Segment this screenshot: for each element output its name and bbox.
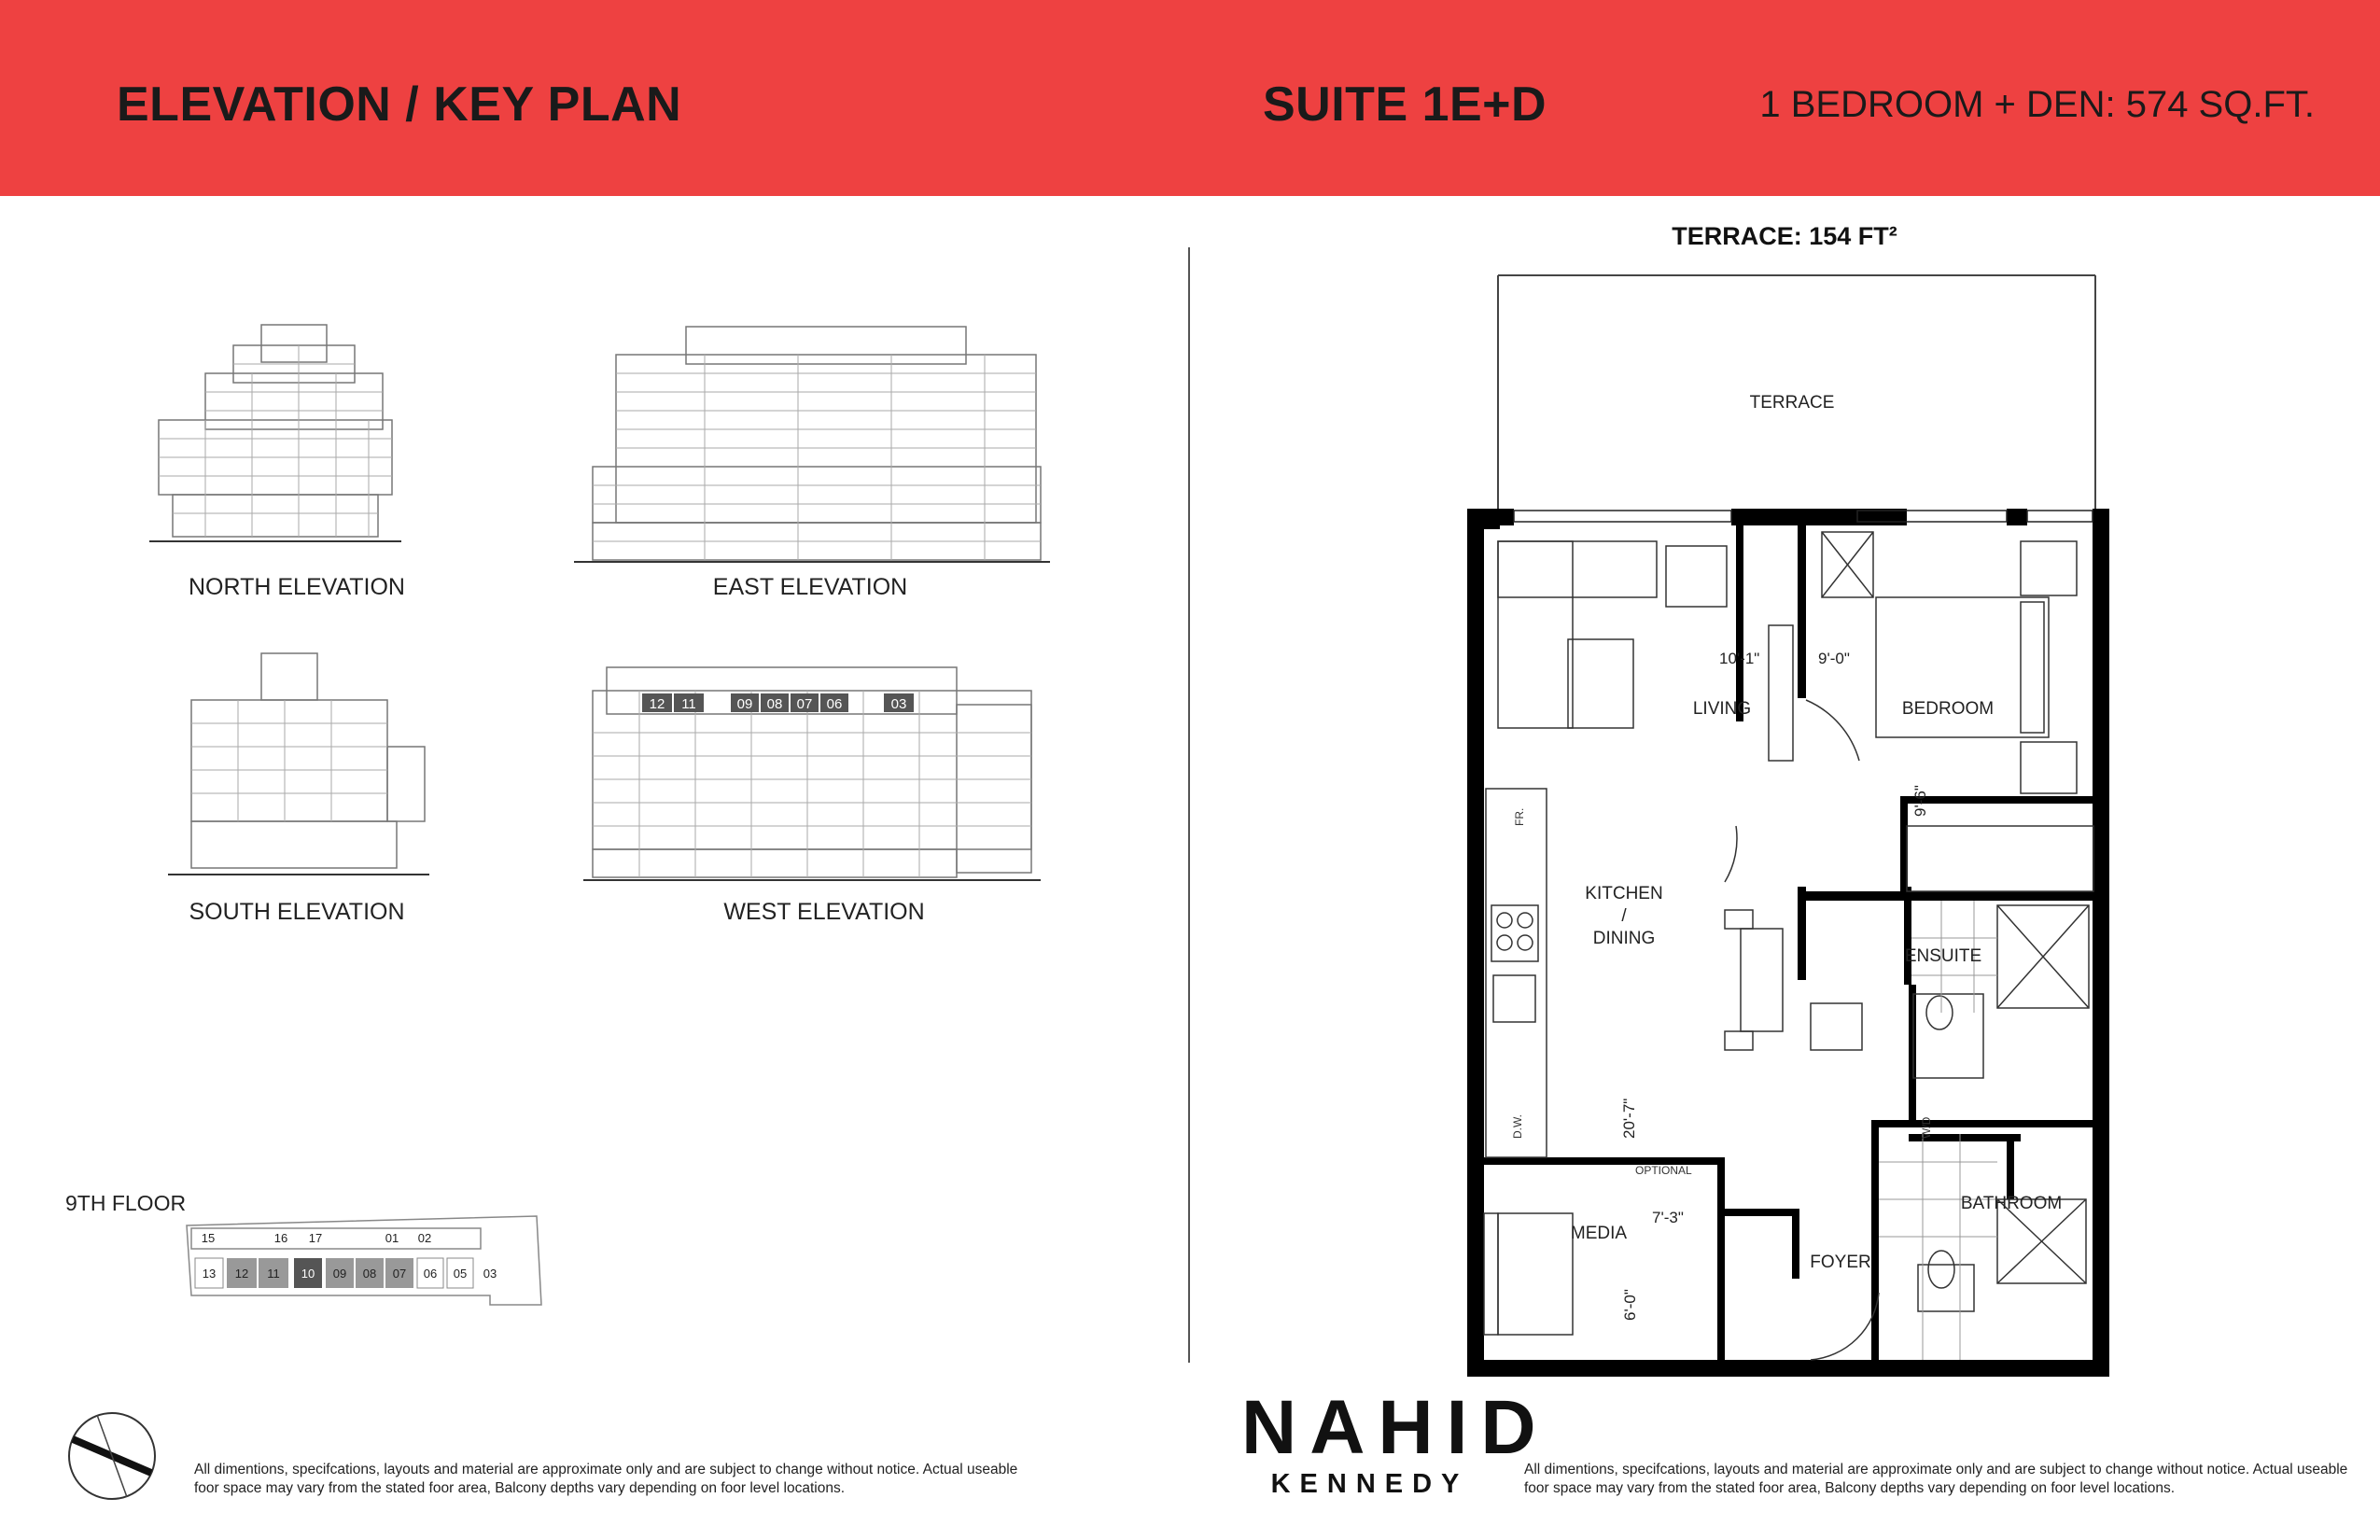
key-unit-13: 13 [202,1267,217,1281]
room-label-bathroom: BATHROOM [1960,1194,2063,1213]
key-unit-10: 10 [301,1267,315,1281]
room-label-kitchen: KITCHEN [1585,884,1663,903]
north-elevation-drawing [149,317,411,551]
disclaimer-right: All dimentions, specifcations, layouts and material are approximate only and are subject to change without notice. Actual useable foor space may vary from the stated foor area, Balcony depths vary depending on foor level locations. [1524,1462,2348,1496]
dim-bedroom-depth: 9'-6" [1911,785,1929,817]
room-label-living: LIVING [1692,699,1752,719]
fixture-dishwasher: D.W. [1511,1114,1524,1139]
key-top-02: 02 [417,1231,432,1245]
fixture-washer-dryer: W/D [1920,1116,1933,1139]
header-bar [0,0,2380,196]
room-label-kitchen-slash: / [1621,906,1627,926]
key-top-15: 15 [201,1231,216,1245]
north-arrow-icon [63,1407,161,1505]
key-unit-06: 06 [423,1267,438,1281]
north-elevation-label: NORTH ELEVATION [189,574,405,600]
logo-sub-text: KENNEDY [1270,1469,1469,1499]
key-unit-09: 09 [332,1267,347,1281]
dim-media-width: 7'-3" [1652,1209,1684,1226]
key-top-17: 17 [308,1231,323,1245]
key-unit-07: 07 [392,1267,407,1281]
logo-main-text: NAHID [1241,1385,1549,1470]
fixture-optional: OPTIONAL [1635,1164,1692,1177]
disclaimer-left: All dimentions, specifcations, layouts and material are approximate only and are subject to change without notice. Actual useable foor space may vary from the stated foor area, Balcony depths vary depending on foor level locations. [194,1462,1018,1496]
dim-kitchen: 20'-7" [1620,1098,1638,1139]
suite-floor-plan [1456,266,2109,1377]
page-divider [1188,247,1190,1363]
west-tag-08: 08 [766,696,783,712]
key-top-16: 16 [273,1231,288,1245]
key-unit-11: 11 [267,1267,280,1281]
dim-media-depth: 6'-0" [1621,1289,1639,1321]
room-label-dining: DINING [1592,929,1656,948]
room-label-bedroom: BEDROOM [1901,699,1995,719]
key-unit-03: 03 [483,1267,497,1281]
east-elevation-drawing [574,317,1055,569]
key-unit-12: 12 [234,1267,249,1281]
west-tag-06: 06 [826,696,843,712]
west-tag-03: 03 [890,696,907,712]
terrace-area-title: TERRACE: 154 FT² [1672,222,1897,250]
west-tag-11: 11 [681,696,696,712]
south-elevation-drawing [168,649,439,882]
west-tag-09: 09 [736,696,753,712]
brand-logo [1241,1385,1549,1500]
west-elevation-label: WEST ELEVATION [723,899,925,925]
suite-info: 1 BEDROOM + DEN: 574 SQ.FT. [1759,84,2315,125]
south-elevation-label: SOUTH ELEVATION [189,899,405,925]
room-label-media: MEDIA [1570,1224,1628,1243]
room-label-terrace: TERRACE [1749,393,1835,413]
dim-living: 10'-1" [1719,650,1760,667]
dim-bedroom-width: 9'-0" [1818,650,1850,667]
west-tag-12: 12 [649,696,665,712]
key-plan-diagram [182,1211,555,1314]
room-label-ensuite: ENSUITE [1904,946,1982,966]
page-title: ELEVATION / KEY PLAN [117,77,682,132]
west-elevation-drawing [583,649,1050,891]
key-unit-05b: 05 [453,1267,468,1281]
room-label-foyer: FOYER [1810,1253,1871,1272]
key-top-01: 01 [385,1231,399,1245]
fixture-fridge: FR. [1513,807,1526,826]
key-unit-08: 08 [362,1267,377,1281]
east-elevation-label: EAST ELEVATION [712,574,908,600]
suite-title: SUITE 1E+D [1263,77,1547,132]
west-tag-07: 07 [796,696,813,712]
key-plan-floor-label: 9TH FLOOR [65,1191,187,1215]
